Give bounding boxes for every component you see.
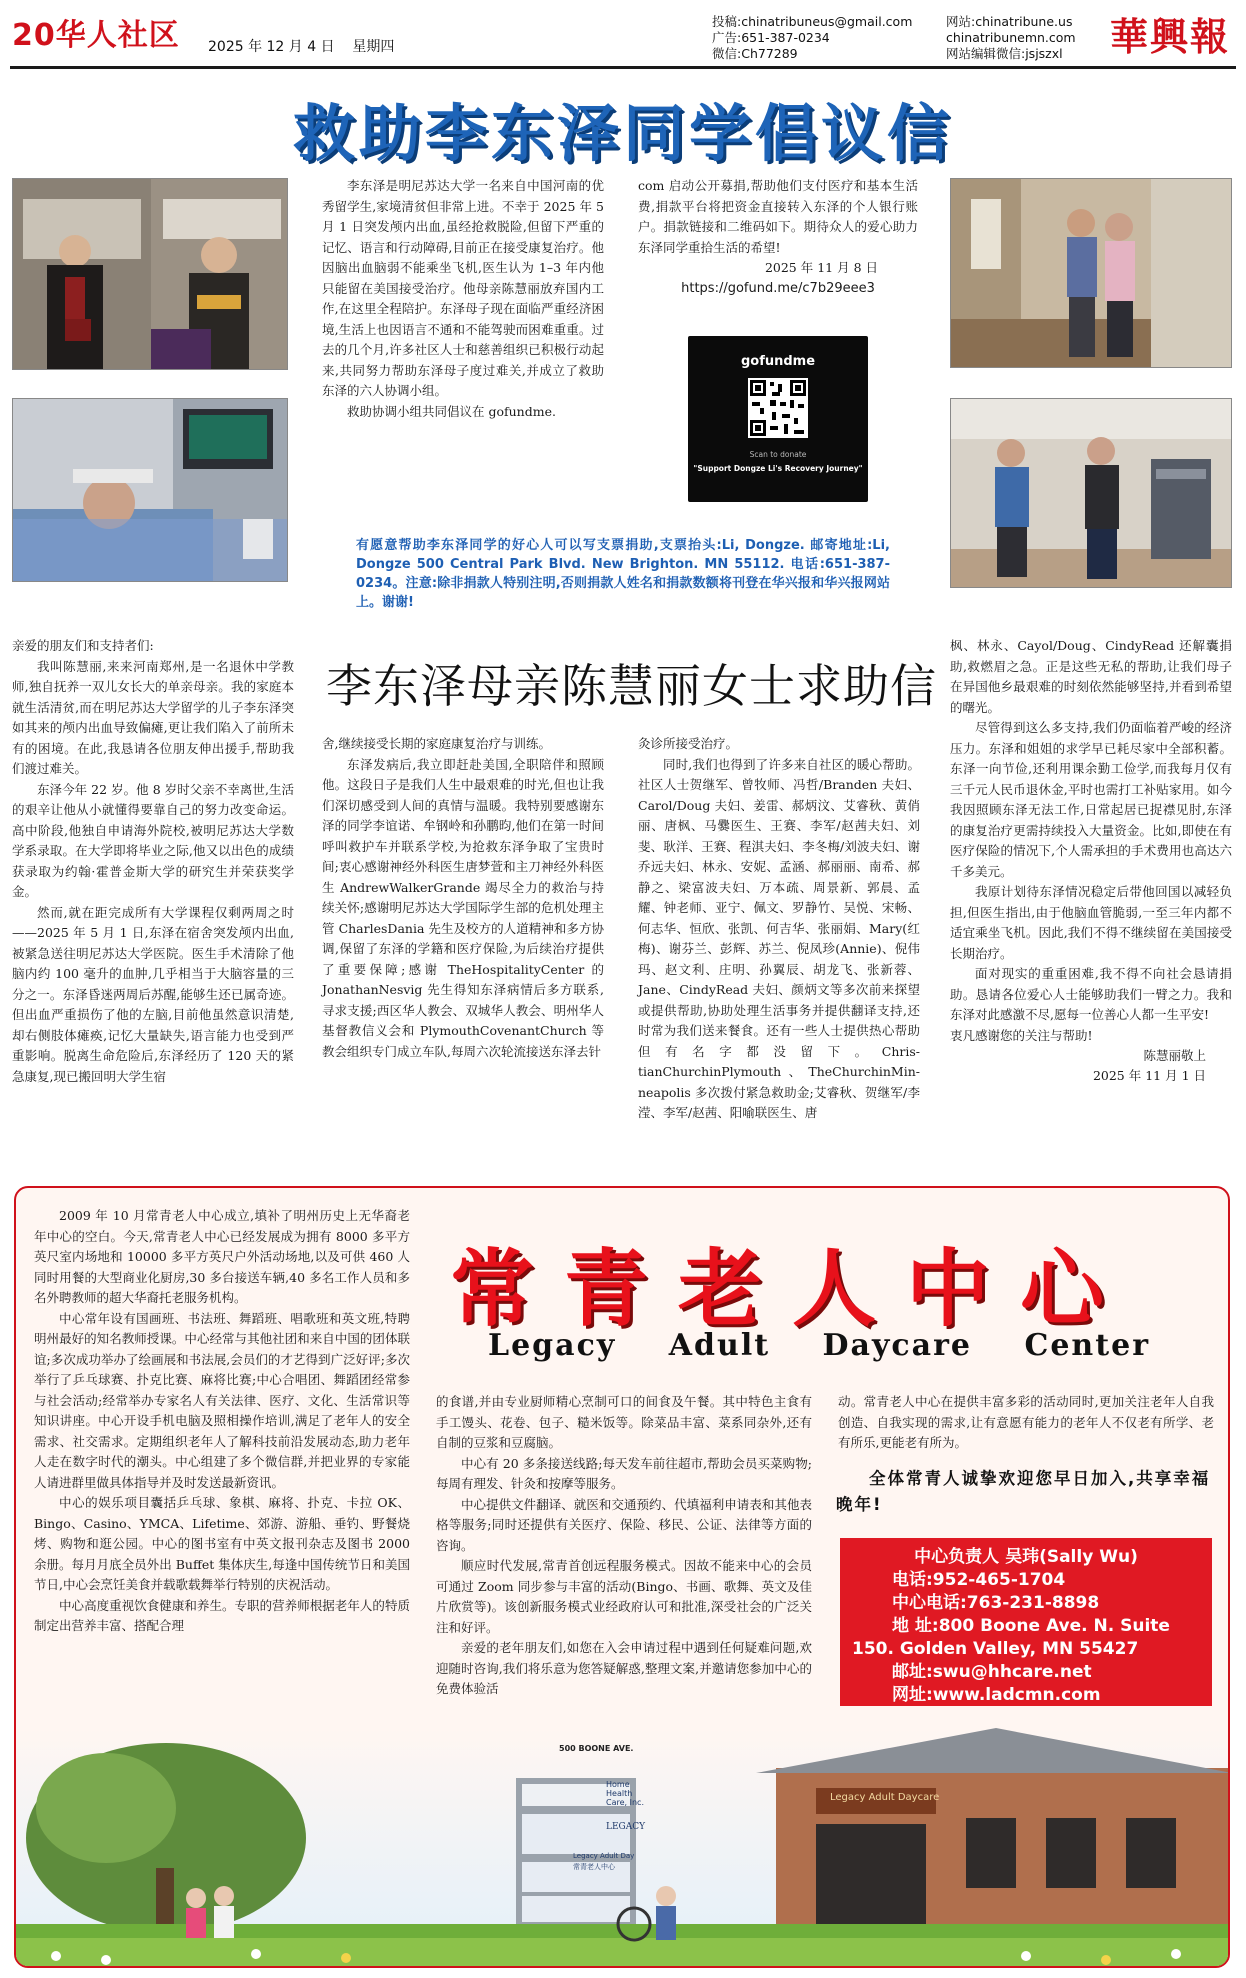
letter-paragraph: 然而,就在距完成所有大学课程仅剩两周之时——2025 年 5 月 1 日,东泽在宿舍突发颅内出血,被紧急送往明尼苏达大学医院。医生手术清除了他脑内约 100 毫升的血肿,几乎相当于大脑容量的三分之一。东泽昏迷两周后苏醒,能够生还已属奇迹。但出血严重损伤了他的左脑,目前他虽然意识清楚,却右侧肢体瘫痪,记忆大量缺失,语言能力也受到严重影响。脱离生命危险后,东泽经历了 120 天的紧急康复,现已搬回明大学生宿: [12, 904, 294, 1084]
newspaper-logo: 華興報: [1110, 14, 1231, 59]
letter-paragraph: 面对现实的重重困难,我不得不向社会恳请捐助。恳请各位爱心人士能够助我们一臂之力。我和东泽对此感激不尽,愿每一位善心人都一生平安!: [950, 966, 1232, 1022]
ad-paragraph: 动。常青老人中心在提供丰富多彩的活动同时,更加关注老年人自我创造、自我实现的需求,让有意愿有能力的老年人不仅老有所学、老有所乐,更能老有所为。: [838, 1394, 1214, 1450]
letter-title: 李东泽母亲陈慧丽女士求助信: [326, 659, 937, 713]
hospital-photo: [12, 398, 288, 582]
letter-paragraph: 同时,我们也得到了许多来自社区的暖心帮助。社区人士贺继军、曾牧师、冯哲/Branden 夫妇、Carol/Doug 夫妇、姜雷、郝炳汶、艾睿秋、黄俏丽、唐枫、马爨医生、王赛、李军/赵茜夫妇、刘斐、耿洋、王赛、程淇夫妇、李冬梅/刘波夫妇、谢乔远夫妇、林永、安妮、孟涵、郝丽丽、南希、郝静之、梁富波夫妇、万本疏、周景新、郭晨、孟耀、钟老师、亚宁、佩文、罗静竹、吴悦、宋畅、何志华、恒欣、张凯、何吉华、张丽娟、Mary(红梅)、谢芬兰、彭辉、苏兰、倪凤珍(Annie)、倪伟玛、赵文利、庄明、孙翼辰、胡龙飞、张新蓉、Jane、CindyRead 夫妇、颜炳文等多次前来探望或提供帮助,协助处理生活事务并提供翻译支持,还时常为我们送来餐食。还有一些人士提供热心帮助但有名字都没留下。Chris-tianChurchinPlymouth、TheChurchinMin-neapolis 多次拨付紧急救助金;艾睿秋、贺继军/李滢、李军/赵茜、阳喻联医生、唐: [638, 756, 920, 1120]
ad-email[interactable]: 邮址:swu@hhcare.net: [892, 1662, 1092, 1682]
ad-paragraph: 中心高度重视饮食健康和养生。专职的营养师根据老年人的特质制定出营养丰富、搭配合理: [34, 1597, 410, 1633]
letter-greeting: 亲爱的朋友们和支持者们:: [12, 638, 154, 653]
appeal-headline: 救助李东泽同学倡议信: [292, 97, 953, 170]
issue-date: [208, 36, 394, 56]
ad-subtitle-word: Adult: [668, 1328, 771, 1363]
letter-signature: 陈慧丽敬上: [1143, 1048, 1206, 1063]
street-sign: 500 BOONE AVE.: [559, 1744, 634, 1753]
letter-paragraph: 我原计划待东泽情况稳定后带他回国以减轻负担,但医生指出,由于他脑血管脆弱,一至三年内都不适宜乘坐飞机。因此,我们不得不继续留在美国接受长期治疗。: [950, 884, 1232, 961]
graduation-photo: [12, 178, 288, 370]
legacy-chinese-sign: 常青老人中心: [573, 1863, 615, 1871]
home-health-sign: Home Health Care, Inc.: [606, 1780, 644, 1807]
website-2: chinatribunemn.com: [946, 30, 1076, 45]
ad-paragraph: 亲爱的老年朋友们,如您在入会申请过程中遇到任何疑难问题,欢迎随时咨询,我们将乐意为您答疑解惑,整理文案,并邀请您参加中心的免费体验活: [436, 1640, 812, 1696]
rehab-walking-illustration: [951, 179, 1232, 368]
ad-welcome-message: 全体常青人诚挚欢迎您早日加入,共享幸福晚年!: [836, 1469, 1211, 1514]
ad-address-line-1: 地 址:800 Boone Ave. N. Suite: [892, 1616, 1170, 1636]
contact-wechat: 微信:Ch77289: [712, 46, 798, 61]
ad-column-2: [436, 1392, 812, 1700]
ad-contact-person: 中心负责人 吴玮(Sally Wu): [914, 1547, 1138, 1567]
qr-campaign-caption: "Support Dongze Li's Recovery Journey": [693, 464, 863, 473]
letter-column-1: [12, 636, 294, 1087]
ad-paragraph: 中心的娱乐项目囊括乒乓球、象棋、麻将、扑克、卡拉 OK、Bingo、Casino、YMCA、Lifetime、郊游、游船、垂钓、野餐烧烤、购物和逛公园。中心的图书室有中英文报刊杂志及图书 2000 余册。每月月底全员外出 Buffet 集体庆生,每逢中国传统节日和美国节日,中心会烹饪美食并载歌载舞举行特别的庆祝活动。: [34, 1495, 410, 1592]
contact-info: [712, 14, 912, 62]
weekday-text: 星期四: [352, 39, 395, 55]
ad-paragraph: 中心常年设有国画班、书法班、舞蹈班、唱歌班和英文班,特聘明州最好的知名教师授课。中心经常与其他社团和来自中国的团体联谊;多次成功举办了绘画展和书法展,会员们的才艺得到广泛好评;多次举行了乒乓球赛、扑克比赛、麻将比赛;中心合唱团、舞蹈团经常参与社会活动;经常举办专家名人有关法律、医疗、文化、生活常识等知识讲座。中心开设手机电脑及照相操作培训,满足了老年人的安全需求、社交需求。定期组织老年人了解科技前沿发展动态,助力老年人走在数字时代的潮头。中心组建了多个微信群,并把业界的专家能人请进群里做具体指导并及时发送最新资讯。: [34, 1310, 410, 1490]
legacy-adult-day-sign: Legacy Adult Day: [573, 1852, 635, 1860]
date-text: 2025 年 12 月 4 日: [208, 39, 335, 55]
letter-sign-date: 2025 年 11 月 1 日: [1092, 1068, 1206, 1083]
appeal-paragraph-2: com 启动公开募捐,帮助他们支付医疗和基本生活费,捐款平台将把资金直接转入东泽的个人银行账户。捐款链接和二维码如下。期待众人的爱心助力东泽同学重拾生活的希望!: [638, 178, 918, 255]
letter-paragraph: 东泽今年 22 岁。他 8 岁时父亲不幸离世,生活的艰辛让他从小就懂得要靠自己的努力改变命运。高中阶段,他独自申请海外院校,被明尼苏达大学数学系录取。在大学即将毕业之际,他又以出色的成绩获录取为约翰·霍普金斯大学的研究生并荣获奖学金。: [12, 781, 294, 899]
header-rule: [10, 66, 1236, 69]
letter-column-3: [638, 734, 920, 1124]
ad-subtitle-word: Center: [1024, 1328, 1150, 1363]
ad-center-phone[interactable]: 中心电话:763-231-8898: [892, 1593, 1100, 1613]
ad-address-line-2: 150. Golden Valley, MN 55427: [852, 1639, 1139, 1659]
hospital-photo-illustration: [13, 399, 288, 582]
appeal-column-2: [638, 176, 918, 299]
ad-title: 常青老人中心: [450, 1240, 1135, 1338]
letter-column-2: [322, 734, 604, 1062]
ad-contact-box: [840, 1538, 1212, 1706]
qr-code-icon: [748, 378, 808, 438]
building-sign: Legacy Adult Daycare: [830, 1792, 940, 1803]
ad-column-1: [34, 1206, 410, 1637]
qr-scan-caption: Scan to donate: [749, 450, 807, 459]
website-info: [946, 14, 1076, 62]
appeal-closing: 救助协调小组共同倡议在 gofundme.: [347, 403, 556, 419]
contact-email: 投稿:chinatribuneus@gmail.com: [712, 14, 913, 29]
appeal-column-1: [322, 176, 604, 422]
page-number-section: 20华人社区: [12, 18, 180, 53]
ad-paragraph: 中心有 20 多条接送线路;每天发车前往超市,帮助会员买菜购物;每周有理发、针灸和按摩等服务。: [436, 1455, 812, 1491]
letter-paragraph: 灸诊所接受治疗。: [638, 736, 739, 751]
ad-subtitle-word: Daycare: [822, 1328, 973, 1363]
check-donation-notice: 有愿意帮助李东泽同学的好心人可以写支票捐助,支票抬头:Li, Dongze. 邮寄地址:Li, Dongze 500 Central Park Blvd. New Brighton. MN 55112. 电话:651-387-0234。注意:除非捐款人特别注明,否则捐款人姓名和捐款数额将刊登在华兴报和华兴报网站上。谢谢!: [356, 538, 890, 610]
letter-paragraph: 我叫陈慧丽,来来河南郑州,是一名退休中学教师,独自抚养一双儿女长大的单亲母亲。我的家庭本就生活清贫,而在明尼苏达大学留学的儿子李东泽突如其来的颅内出血导致偏瘫,更让我们陷入了前所未有的困境。在此,我恳请各位朋友伸出援手,帮助我们渡过难关。: [12, 658, 294, 776]
ad-subtitle-word: Legacy: [488, 1328, 617, 1363]
ad-subtitle: [488, 1328, 1190, 1363]
letter-paragraph: 东泽发病后,我立即赶赴美国,全职陪伴和照顾他。这段日子是我们人生中最艰难的时光,但也让我们深切感受到人间的真情与温暖。我特别要感谢东泽的同学李谊诺、牟钢岭和孙鹏昀,他们在第一时间呼叫救护车并联系学校,为抢救东泽争取了宝贵时间;衷心感谢神经外科医生唐梦萱和主刀神经外科医生 AndrewWalkerGrande 竭尽全力的救治与持续关怀;感谢明尼苏达大学国际学生部的危机处理主管 CharlesDania 先生及校方的人道精神和多方协调,保留了东泽的学籍和医疗保险,为后续治疗提供了重要保障;感谢 TheHospitalityCenter 的 JonathanNesvig 先生得知东泽病情后多方联系,寻求支援;西区华人教会、双城华人教会、明州华人基督教信义会和 PlymouthCovenantChurch 等教会组织专门成立车队,每周六次轮流接送东泽去针: [322, 756, 604, 1059]
website-editor-wechat: 网站编辑微信:jsjszxl: [946, 46, 1063, 61]
appeal-date: 2025 年 11 月 8 日: [764, 260, 878, 275]
letter-paragraph: 枫、林永、Cayol/Doug、CindyRead 还解囊捐助,救燃眉之急。正是这些无私的帮助,让我们母子在异国他乡最艰难的时刻依然能够坚持,并看到希望的曙光。: [950, 638, 1232, 715]
rehab-walking-photo: [950, 178, 1232, 368]
legacy-sign: LEGACY: [606, 1822, 646, 1832]
contact-ad-phone: 广告:651-387-0234: [712, 30, 830, 45]
ad-paragraph: 中心提供文件翻译、就医和交通预约、代填福利申请表和其他表格等服务;同时还提供有关医疗、保险、移民、公证、法律等方面的咨询。: [436, 1496, 812, 1553]
gofundme-link[interactable]: https://gofund.me/c7b29eee3: [681, 280, 875, 296]
ad-paragraph: 的食谱,并由专业厨师精心烹制可口的间食及午餐。其中特色主食有手工馒头、花卷、包子、糙米饭等。除菜品丰富、菜系同杂外,还有自制的豆浆和豆腐脑。: [436, 1394, 812, 1450]
ad-paragraph: 2009 年 10 月常青老人中心成立,填补了明州历史上无华裔老年中心的空白。今天,常青老人中心已经发展成为拥有 8000 多平方英尺室内场地和 10000 多平方英尺户外活动场地,以及可供 460 人同时用餐的大型商业化厨房,30 多台接送车辆,40 多名工作人员和多名外聘教师的超大华裔托老服务机构。: [34, 1208, 410, 1305]
center-scenery-illustration: [16, 1728, 1230, 1968]
qr-code-graphic: [748, 378, 808, 438]
therapy-illustration: [951, 399, 1232, 588]
gofundme-qr-card[interactable]: [688, 336, 868, 502]
appeal-paragraph: 李东泽是明尼苏达大学一名来自中国河南的优秀留学生,家境清贫但非常上进。不幸于 2025 年 5 月 1 日突发颅内出血,虽经抢救脱险,但留下严重的记忆、语言和行动障碍,目前正在接受康复治疗。他因脑出血脑弱不能乘坐飞机,医生认为 1–3 年内他只能留在美国接受治疗。他母亲陈慧丽放弃国内工作,在这里全程陪护。东泽母子现在面临严重经济困境,生活上也因语言不通和不能驾驶而困难重重。过去的几个月,许多社区人士和慈善组织已积极行动起来,共同努力帮助东泽母子度过难关,并成立了救助东泽的六人协调小组。: [322, 178, 604, 398]
letter-column-4: [950, 636, 1232, 1086]
letter-paragraph: 舍,继续接受长期的家庭康复治疗与训练。: [322, 736, 551, 751]
therapy-photo: [950, 398, 1232, 588]
ad-column-3: [838, 1392, 1214, 1454]
website-1: 网站:chinatribune.us: [946, 14, 1073, 29]
letter-paragraph: 尽管得到这么多支持,我们仍面临着严峻的经济压力。东泽和姐姐的求学早已耗尽家中全部积蓄。东泽一向节俭,还利用课余勤工俭学,而我每月仅有三千元人民币退休金,平时也需打工补贴家用。如今我因照顾东泽无法工作,日常起居已捉襟见肘,东泽的康复治疗更需持续投入大量资金。比如,即使在有医疗保险的情况下,个人需承担的手术费用也高达六千多美元。: [950, 720, 1232, 879]
letter-paragraph: 衷凡感谢您的关注与帮助!: [950, 1027, 1093, 1043]
ad-paragraph: 顺应时代发展,常青首创远程服务模式。因故不能来中心的会员可通过 Zoom 同步参与丰富的活动(Bingo、书画、歌舞、英文及佳片欣赏等)。该创新服务模式业经政府认可和批准,深受社会的广泛关注和好评。: [436, 1558, 812, 1635]
ad-website[interactable]: 网址:www.ladcmn.com: [892, 1685, 1101, 1705]
gofundme-logo: gofundme: [740, 354, 816, 369]
ad-contact-phone[interactable]: 电话:952-465-1704: [892, 1570, 1066, 1590]
graduation-photo-illustration: [13, 179, 288, 370]
